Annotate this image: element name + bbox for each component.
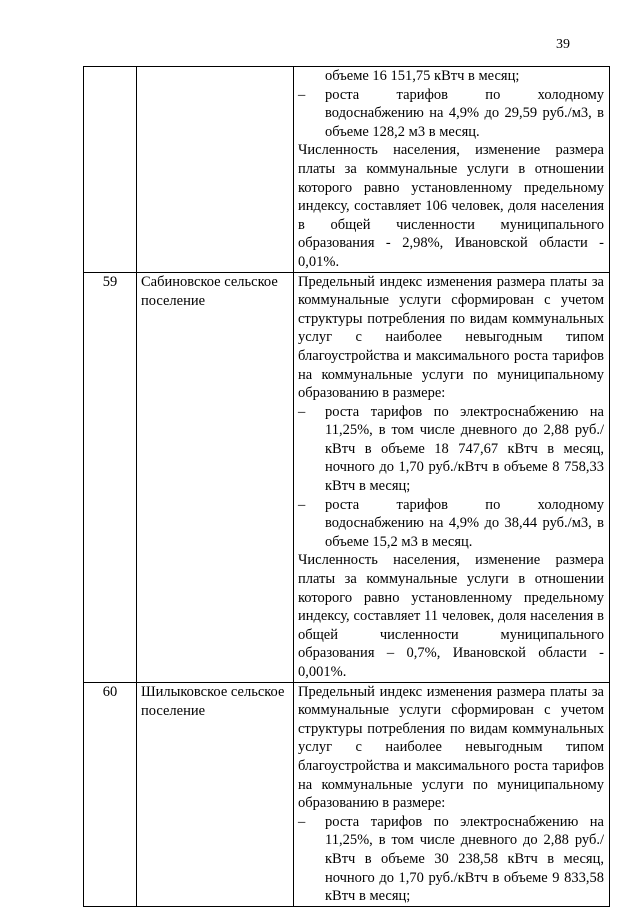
page-number: 39 xyxy=(556,37,570,52)
row-number: 59 xyxy=(84,272,137,682)
bullet-text: роста тарифов по электроснабжению на 11,25%, в том числе дневного до 2,88 руб./кВтч в объеме 18 747,67 кВтч в месяц, ночного до 1,70 руб./кВтч в объеме 8 758,33 кВтч в месяц; xyxy=(325,403,604,495)
bullet-item xyxy=(298,403,604,496)
tariff-table xyxy=(83,66,610,907)
settlement-name: Шилыковское сельское поселение xyxy=(137,682,294,906)
name-cell xyxy=(137,67,294,273)
dash-marker: – xyxy=(298,813,306,830)
desc-cell xyxy=(294,272,610,682)
bullet-text: роста тарифов по холодному водоснабжению на 4,9% до 29,59 руб./м3, в объеме 128,2 м3 в месяц. xyxy=(325,86,604,140)
bullet-item xyxy=(298,496,604,552)
desc-cell xyxy=(294,682,610,906)
num-cell xyxy=(84,67,137,273)
table-row-59 xyxy=(84,272,610,682)
intro-text: Предельный индекс изменения размера платы за коммунальные услуги сформирован с учетом структуры потребления по видам коммунальных услуг с наиболее невыгодным типом благоустройства и максимального роста тарифов на коммунальные услуги по муниципальному образованию в размере: xyxy=(298,683,604,812)
dash-marker: – xyxy=(298,403,306,420)
population-text: Численность населения, изменение размера платы за коммунальные услуги в отношении которого равно установленному предельному индексу, составляет 11 человек, доля населения в общей численности муниципального образования – 0,7%, Ивановской области - 0,001%. xyxy=(298,552,604,680)
desc-cell xyxy=(294,67,610,273)
bullet-text: роста тарифов по электроснабжению на 11,25%, в том числе дневного до 2,88 руб./кВтч в объеме 30 238,58 кВтч в месяц, ночного до 1,70 руб./кВтч в объеме 9 833,58 кВтч в месяц; xyxy=(325,813,604,905)
bullet-item xyxy=(298,813,604,906)
intro-text: Предельный индекс изменения размера платы за коммунальные услуги сформирован с учетом структуры потребления по видам коммунальных услуг с наиболее невыгодным типом благоустройства и максимального роста тарифов на коммунальные услуги по муниципальному образованию в размере: xyxy=(298,273,604,402)
dash-marker: – xyxy=(298,86,306,103)
population-text: Численность населения, изменение размера платы за коммунальные услуги в отношении которого равно установленному предельному индексу, составляет 106 человек, доля населения в общей численности муниципального образования - 2,98%, Ивановской области - 0,01%. xyxy=(298,142,604,270)
bullet-item xyxy=(298,86,604,142)
continuation-line: объеме 16 151,75 кВтч в месяц; xyxy=(325,68,520,84)
dash-marker: – xyxy=(298,496,306,513)
table-row-60 xyxy=(84,682,610,906)
row-number: 60 xyxy=(84,682,137,906)
settlement-name: Сабиновское сельское поселение xyxy=(137,272,294,682)
bullet-text: роста тарифов по холодному водоснабжению на 4,9% до 38,44 руб./м3, в объеме 15,2 м3 в месяц. xyxy=(325,496,604,550)
table-row-continuation xyxy=(84,67,610,273)
